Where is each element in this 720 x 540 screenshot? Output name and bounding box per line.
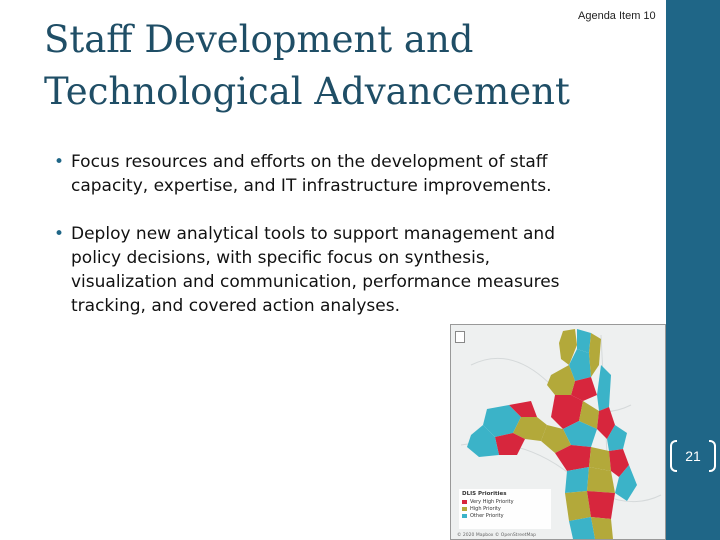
priority-map-image xyxy=(450,324,666,540)
page-number-badge xyxy=(666,436,720,476)
agenda-item-label: Agenda Item 10 xyxy=(578,10,656,22)
legend-item xyxy=(462,498,548,505)
map-legend xyxy=(459,489,551,529)
map-zoom-control[interactable] xyxy=(455,331,465,343)
legend-swatch-high xyxy=(462,507,467,511)
title-line-1: Staff Development and xyxy=(44,18,474,61)
legend-label: Other Priority xyxy=(470,512,504,519)
bullet-1-line-2: capacity, expertise, and IT infrastructure improvements. xyxy=(71,176,552,196)
map-credit: © 2020 Mapbox © OpenStreetMap xyxy=(457,533,536,538)
region-very-high xyxy=(587,491,615,519)
legend-swatch-other xyxy=(462,514,467,518)
title-line-2: Technological Advancement xyxy=(44,70,570,113)
slide-title xyxy=(44,14,604,118)
region-other xyxy=(577,329,591,353)
bullet-2-line-1: Deploy new analytical tools to support management and xyxy=(71,224,556,244)
legend-item xyxy=(462,512,548,519)
bullet-2-line-4: tracking, and covered action analyses. xyxy=(71,296,400,316)
legend-label: High Priority xyxy=(470,505,501,512)
bullet-dot: • xyxy=(54,152,65,172)
legend-title: DLIS Priorities xyxy=(462,491,507,497)
region-other xyxy=(565,467,589,493)
bullet-item-1 xyxy=(54,150,644,198)
bullet-1-line-1: Focus resources and efforts on the development of staff xyxy=(71,152,548,172)
region-high xyxy=(565,491,591,521)
bullet-list xyxy=(54,150,644,342)
region-other xyxy=(569,517,595,539)
bullet-2-line-3: visualization and communication, performance measures xyxy=(71,272,560,292)
legend-swatch-very-high xyxy=(462,500,467,504)
bullet-dot: • xyxy=(54,224,65,244)
page-number: 21 xyxy=(685,448,701,464)
right-bracket xyxy=(709,440,716,472)
bullet-2-line-2: policy decisions, with specific focus on synthesis, xyxy=(71,248,491,268)
legend-item xyxy=(462,505,548,512)
bullet-item-2 xyxy=(54,222,644,318)
legend-label: Very High Priority xyxy=(470,498,514,505)
